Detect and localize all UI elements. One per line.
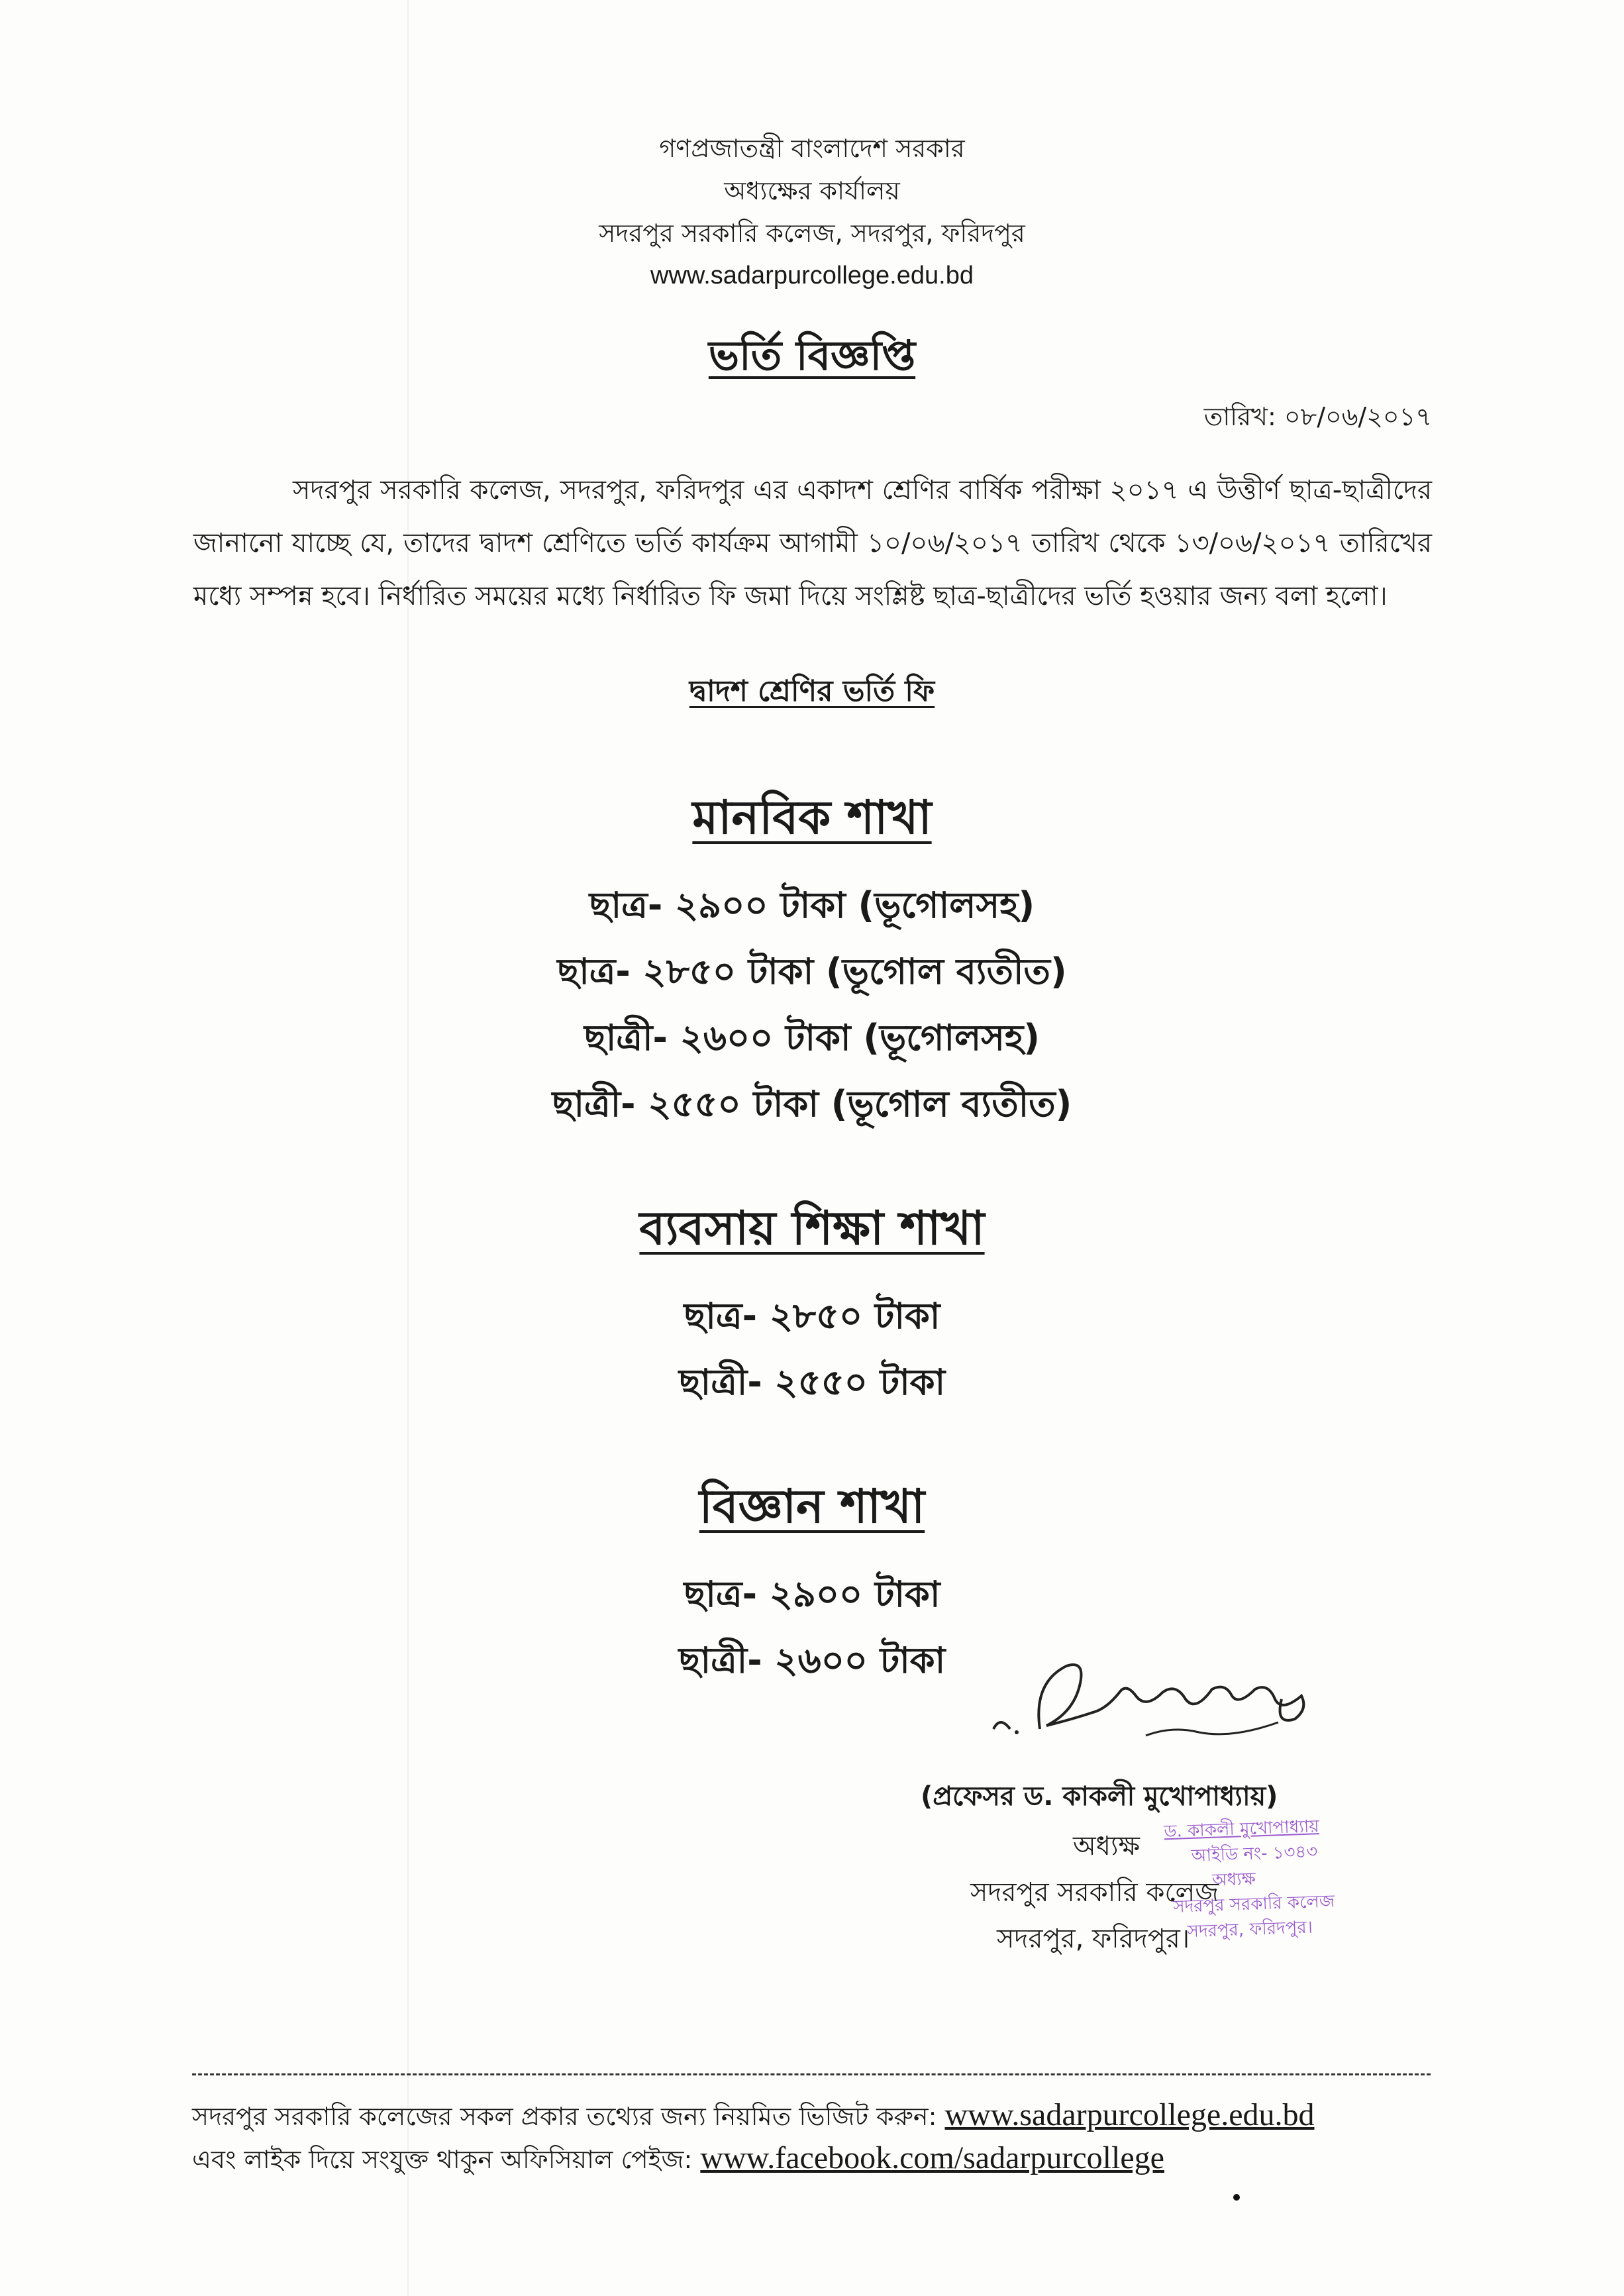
college-address: সদরপুর সরকারি কলেজ, সদরপুর, ফরিদপুর [599,219,1025,248]
stamp-line: সদরপুর, ফরিদপুর। [1187,1917,1313,1942]
fee-line: ছাত্র- ২৯০০ টাকা (ভূগোলসহ) [589,884,1035,926]
footer-text: সদরপুর সরকারি কলেজের সকল প্রকার তথ্যের জন্য নিয়মিত ভিজিট করুন: [192,2102,937,2131]
notice-title: ভর্তি বিজ্ঞপ্তি [708,331,916,380]
stamp-line: সদরপুর সরকারি কলেজ [1172,1891,1335,1917]
stamp-line: অধ্যক্ষ [1211,1869,1256,1891]
signatory-designation: অধ্যক্ষ [1073,1831,1141,1861]
footer-line-2 [192,2140,1164,2183]
college-website[interactable]: www.sadarpurcollege.edu.bd [650,262,974,289]
handwritten-signature [980,1649,1351,1769]
notice-date: তারিখ: ০৮/০৬/২০১৭ [1203,402,1432,431]
fee-line: ছাত্রী- ২৫৫০ টাকা [678,1361,946,1403]
fee-line: ছাত্রী- ২৬০০ টাকা [678,1640,946,1681]
section-humanities [0,782,1624,1137]
fee-line: ছাত্রী- ২৫৫০ টাকা (ভূগোল ব্যতীত) [552,1083,1072,1125]
stamp-line: ড. কাকলী মুখোপাধ্যায় [1163,1816,1320,1842]
signatory-location: সদরপুর, ফরিদপুর। [997,1924,1190,1954]
govt-name: গণপ্রজাতন্ত্রী বাংলাদেশ সরকার [659,134,965,163]
ink-speck [1233,2194,1240,2201]
official-stamp [1164,1811,1406,1945]
fee-line: ছাত্রী- ২৬০০ টাকা (ভূগোলসহ) [584,1017,1040,1059]
footer-divider [192,2073,1431,2075]
section-heading: বিজ্ঞান শাখা [699,1479,925,1534]
notice-title-wrap [0,325,1624,393]
section-business [0,1192,1624,1416]
signatory-name: (প্রফেসর ড. কাকলী মুখোপাধ্যায়) [921,1781,1278,1812]
footer-text: এবং লাইক দিয়ে সংযুক্ত থাকুন অফিসিয়াল পেইজ: [192,2145,693,2174]
section-science [0,1471,1624,1694]
fee-title: দ্বাদশ শ্রেণির ভর্তি ফি [689,674,935,708]
website-link[interactable]: www.sadarpurcollege.edu.bd [944,2097,1315,2132]
signatory-institution: সদরপুর সরকারি কলেজ [970,1877,1219,1908]
fee-line: ছাত্র- ২৯০০ টাকা [684,1573,940,1615]
stamp-line: আইডি নং- ১৩৪৩ [1191,1842,1318,1866]
fee-line: ছাত্র- ২৮৫০ টাকা [684,1295,940,1337]
fee-title-wrap [0,669,1624,717]
notice-body: সদরপুর সরকারি কলেজ, সদরপুর, ফরিদপুর এর একাদশ শ্রেণির বার্ষিক পরীক্ষা ২০১৭ এ উত্তীর্ণ ছাত্র-ছাত্রীদের জানানো যাচ্ছে যে, তাদের দ্বাদশ শ্রেণিতে ভর্তি কার্যক্রম আগামী ১০/০৬/২০১৭ তারিখ থেকে ১৩/০৬/২০১৭ তারিখের মধ্যে সম্পন্ন হবে। নির্ধারিত সময়ের মধ্যে নির্ধারিত ফি জমা দিয়ে সংশ্লিষ্ট ছাত্র-ছাত্রীদের ভর্তি হওয়ার জন্য বলা হলো। [193,475,1432,611]
office-name: অধ্যক্ষের কার্যালয় [724,176,900,205]
facebook-link[interactable]: www.facebook.com/sadarpurcollege [700,2140,1164,2175]
section-heading: ব্যবসায় শিক্ষা শাখা [639,1201,985,1255]
footer-line-1 [192,2097,1315,2140]
section-heading: মানবিক শাখা [692,790,932,845]
fee-line: ছাত্র- ২৮৫০ টাকা (ভূগোল ব্যতীত) [557,951,1067,992]
letterhead [0,127,1624,297]
